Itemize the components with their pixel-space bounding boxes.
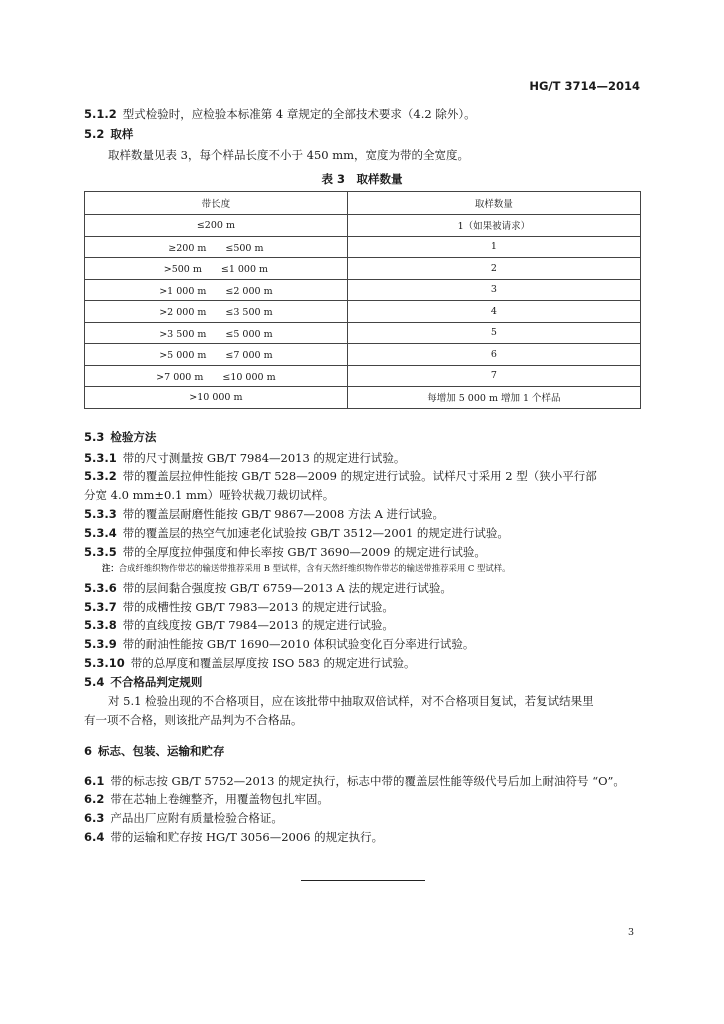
- section-5-2-heading: [84, 125, 133, 143]
- belt-length-cell: ≤200 m: [85, 215, 348, 237]
- clause-number: 5.2: [84, 127, 105, 141]
- clause-text: 带的耐油性能按 GB/T 1690—2010 体积试验变化百分率进行试验。: [122, 637, 475, 651]
- sample-count-cell: 4: [347, 301, 640, 323]
- table-row: [85, 365, 641, 387]
- section-5-4-heading: [84, 673, 202, 691]
- clause-5-3-4: [84, 524, 509, 542]
- belt-length-cell: >1 000 m ≤2 000 m: [85, 279, 348, 301]
- clause-text: 带的总厚度和覆盖层厚度按 ISO 583 的规定进行试验。: [130, 656, 416, 670]
- sample-count-cell: 6: [347, 344, 640, 366]
- clause-5-3-2: [84, 467, 597, 485]
- section-5-2-body: 取样数量见表 3，每个样品长度不小于 450 mm，宽度为带的全宽度。: [108, 148, 470, 162]
- sample-count-cell: 1（如果被请求）: [347, 215, 640, 237]
- clause-5-3-6: [84, 579, 452, 597]
- belt-length-cell: >500 m ≤1 000 m: [85, 258, 348, 280]
- section-title: 不合格品判定规则: [110, 675, 203, 689]
- clause-text: 型式检验时，应检验本标准第 4 章规定的全部技术要求（4.2 除外）。: [122, 107, 476, 121]
- section-title: 检验方法: [110, 430, 157, 444]
- clause-number: 5.3.7: [84, 600, 117, 614]
- belt-length-cell: >7 000 m ≤10 000 m: [85, 365, 348, 387]
- table-header-row: [85, 192, 641, 215]
- clause-number: 5.3.3: [84, 507, 117, 521]
- table-row: [85, 215, 641, 237]
- sample-count-cell: 7: [347, 365, 640, 387]
- table-row: [85, 301, 641, 323]
- section-5-4-body-line1: 对 5.1 检验出现的不合格项目，应在该批带中抽取双倍试样，对不合格项目复试，若复试结果里: [108, 694, 594, 708]
- clause-text: 带的覆盖层耐磨性能按 GB/T 9867—2008 方法 A 进行试验。: [122, 507, 445, 521]
- table-row: [85, 279, 641, 301]
- clause-6-4: [84, 828, 383, 846]
- clause-5-3-9: [84, 635, 474, 653]
- page-number: 3: [627, 927, 634, 938]
- clause-number: 5.3.10: [84, 656, 125, 670]
- clause-text: 带的运输和贮存按 HG/T 3056—2006 的规定执行。: [110, 830, 384, 844]
- belt-length-cell: >5 000 m ≤7 000 m: [85, 344, 348, 366]
- clause-text: 带在芯轴上卷缠整齐，用覆盖物包扎牢固。: [110, 792, 329, 806]
- table-row: [85, 258, 641, 280]
- sample-count-cell: 5: [347, 322, 640, 344]
- clause-number: 5.3.9: [84, 637, 117, 651]
- belt-length-cell: ≥200 m ≤500 m: [85, 236, 348, 258]
- clause-text: 带的全厚度拉伸强度和伸长率按 GB/T 3690—2009 的规定进行试验。: [122, 545, 486, 559]
- clause-text: 产品出厂应附有质量检验合格证。: [110, 811, 283, 825]
- clause-5-3-5: [84, 543, 486, 561]
- section-title: 标志、包装、运输和贮存: [98, 744, 225, 758]
- clause-number: 6.4: [84, 830, 105, 844]
- clause-text: 带的标志按 GB/T 5752—2013 的规定执行，标志中带的覆盖层性能等级代号后加上耐油符号 “O”。: [110, 774, 625, 788]
- sample-count-cell: 3: [347, 279, 640, 301]
- header-belt-length: 带长度: [85, 192, 348, 215]
- clause-6-1: [84, 772, 625, 790]
- section-title: 取样: [110, 127, 134, 141]
- clause-number: 6.3: [84, 811, 105, 825]
- clause-text: 带的尺寸测量按 GB/T 7984—2013 的规定进行试验。: [122, 451, 406, 465]
- clause-5-1-2: [84, 105, 476, 123]
- document-id: HG/T 3714—2014: [529, 79, 640, 93]
- header-sample-count: 取样数量: [347, 192, 640, 215]
- clause-text: 带的覆盖层拉伸性能按 GB/T 528—2009 的规定进行试验。试样尺寸采用 2 型（狭小平行部: [122, 469, 597, 483]
- sample-count-cell: 2: [347, 258, 640, 280]
- table-row: [85, 344, 641, 366]
- clause-text: 带的覆盖层的热空气加速老化试验按 GB/T 3512—2001 的规定进行试验。: [122, 526, 509, 540]
- clause-text: 带的成槽性按 GB/T 7983—2013 的规定进行试验。: [122, 600, 394, 614]
- sample-count-cell: 每增加 5 000 m 增加 1 个样品: [347, 387, 640, 409]
- end-rule: [301, 880, 425, 881]
- belt-length-cell: >2 000 m ≤3 500 m: [85, 301, 348, 323]
- clause-5-3-3: [84, 505, 444, 523]
- section-5-4-body-line2: 有一项不合格，则该批产品判为不合格品。: [84, 713, 303, 727]
- clause-number: 5.3.8: [84, 618, 117, 632]
- clause-5-3-8: [84, 616, 394, 634]
- clause-number: 5.1.2: [84, 107, 117, 121]
- note: [102, 562, 510, 574]
- table-row: [85, 236, 641, 258]
- clause-5-3-10: [84, 654, 416, 672]
- clause-number: 5.3.1: [84, 451, 117, 465]
- sampling-table: [84, 191, 641, 409]
- belt-length-cell: >3 500 m ≤5 000 m: [85, 322, 348, 344]
- clause-number: 5.3.2: [84, 469, 117, 483]
- note-label: 注：: [102, 563, 119, 573]
- table-row: [85, 387, 641, 409]
- clause-5-3-1: [84, 449, 405, 467]
- clause-number: 5.3.6: [84, 581, 117, 595]
- table-caption: 表 3 取样数量: [321, 172, 403, 186]
- clause-text: 带的层间黏合强度按 GB/T 6759—2013 A 法的规定进行试验。: [122, 581, 452, 595]
- clause-number: 6: [84, 744, 93, 758]
- clause-6-2: [84, 790, 329, 808]
- section-6-heading: [84, 742, 225, 760]
- clause-number: 6.1: [84, 774, 105, 788]
- section-5-3-heading: [84, 428, 156, 446]
- belt-length-cell: >10 000 m: [85, 387, 348, 409]
- clause-number: 5.3.4: [84, 526, 117, 540]
- clause-number: 5.4: [84, 675, 105, 689]
- table-row: [85, 322, 641, 344]
- clause-5-3-7: [84, 598, 394, 616]
- note-text: 合成纤维织物作带芯的输送带推荐采用 B 型试样，含有天然纤维织物作带芯的输送带推荐采用 C 型试样。: [118, 563, 511, 573]
- clause-number: 6.2: [84, 792, 105, 806]
- clause-number: 5.3.5: [84, 545, 117, 559]
- sample-count-cell: 1: [347, 236, 640, 258]
- clause-number: 5.3: [84, 430, 105, 444]
- clause-5-3-2-continuation: 分宽 4.0 mm±0.1 mm）哑铃状裁刀裁切试样。: [84, 488, 335, 502]
- clause-6-3: [84, 809, 283, 827]
- clause-text: 带的直线度按 GB/T 7984—2013 的规定进行试验。: [122, 618, 394, 632]
